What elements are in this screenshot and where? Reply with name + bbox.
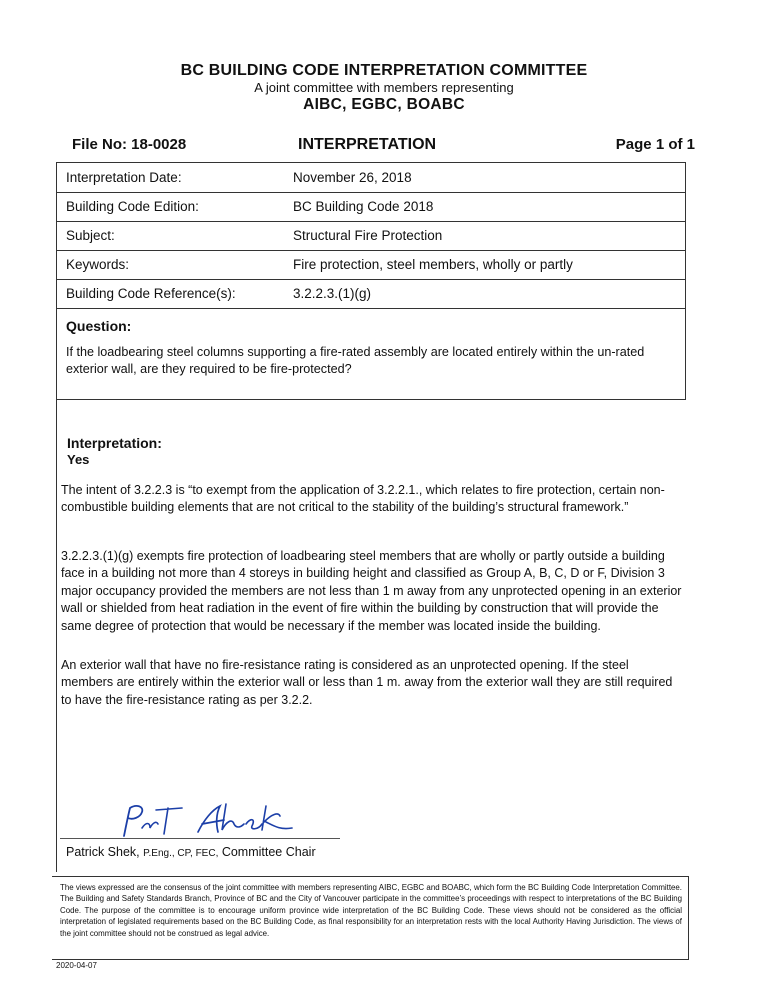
handwritten-signature — [116, 798, 306, 842]
meta-value: BC Building Code 2018 — [293, 199, 434, 214]
disclaimer-box — [52, 876, 689, 960]
question-section — [56, 308, 686, 400]
member-organizations: AIBC, EGBC, BOABC — [303, 96, 465, 113]
meta-value: 3.2.2.3.(1)(g) — [293, 286, 372, 301]
meta-value: Structural Fire Protection — [293, 228, 443, 243]
committee-title: BC BUILDING CODE INTERPRETATION COMMITTEE — [180, 62, 588, 79]
question-heading: Question: — [66, 318, 132, 334]
meta-row-keywords — [57, 250, 685, 280]
document-type: INTERPRETATION — [298, 136, 437, 153]
meta-key: Building Code Reference(s): — [66, 286, 236, 301]
signer-block — [66, 845, 316, 859]
signer-name: Patrick Shek, — [66, 845, 144, 859]
page-indicator: Page 1 of 1 — [615, 136, 695, 153]
meta-row-edition — [57, 192, 685, 222]
meta-value: November 26, 2018 — [293, 170, 412, 185]
meta-row-reference — [57, 279, 685, 309]
metadata-table — [56, 162, 686, 309]
question-text: If the loadbearing steel columns supporting a fire-rated assembly are located entirely within the un-rated exterior wall, are they required to be fire-protected? — [66, 345, 645, 376]
interpretation-answer: Yes — [67, 452, 90, 467]
interpretation-paragraph: An exterior wall that have no fire-resistance rating is considered as an unprotected opening. If the steel members are entirely within the exterior wall or less than 1 m. away from the exterior wall they are still required to have the fire-resistance rating as per 3.2.2. — [61, 658, 673, 707]
committee-subtitle: A joint committee with members representing — [254, 80, 514, 95]
meta-key: Building Code Edition: — [66, 199, 199, 214]
disclaimer-text: The views expressed are the consensus of the joint committee with members representing AIBC, EGBC and BOABC, which form the BC Building Code Interpretation Committee. The Building and Safety Standards Branch, Province of BC and the City of Vancouver participate in the committee’s proceedings with respect to interpretations of the BC Building Code. The purpose of the committee is to encourage uniform province wide interpretation of the BC Building Code. These views should not be considered as the official interpretation of legislated requirements based on the BC Building Code, as final responsibility for an interpretation rests with the local Authority Having Jurisdiction. The views of the joint committee should not be construed as legal advice. — [60, 883, 682, 938]
meta-row-subject — [57, 221, 685, 251]
meta-row-date — [57, 163, 685, 193]
signature-line — [60, 838, 340, 839]
meta-key: Interpretation Date: — [66, 170, 182, 185]
meta-key: Keywords: — [66, 257, 130, 272]
signer-credentials: P.Eng., CP, FEC, — [143, 848, 219, 859]
signer-role: Committee Chair — [218, 845, 316, 859]
interpretation-paragraph: 3.2.2.3.(1)(g) exempts fire protection of loadbearing steel members that are wholly or partly outside a building face in a building not more than 4 storeys in building height and classified as Group A, B, C, D or F, Division 3 major occupancy provided the members are not less than 1 m away from any unprotected opening in an exterior wall or shielded from heat radiation in the event of fire within the building by construction that will provide the same degree of protection that would be necessary if the member was located inside the building. — [61, 549, 682, 633]
meta-key: Subject: — [66, 228, 115, 243]
meta-value: Fire protection, steel members, wholly or partly — [293, 257, 573, 272]
footer-date: 2020-04-07 — [56, 961, 97, 970]
interpretation-paragraph: The intent of 3.2.2.3 is “to exempt from the application of 3.2.2.1., which relates to fire protection, certain non-combustible building elements that are not critical to the stability of the building’s structural framework.” — [61, 483, 665, 515]
file-number: File No: 18-0028 — [72, 136, 187, 153]
interpretation-heading: Interpretation: — [67, 435, 162, 451]
